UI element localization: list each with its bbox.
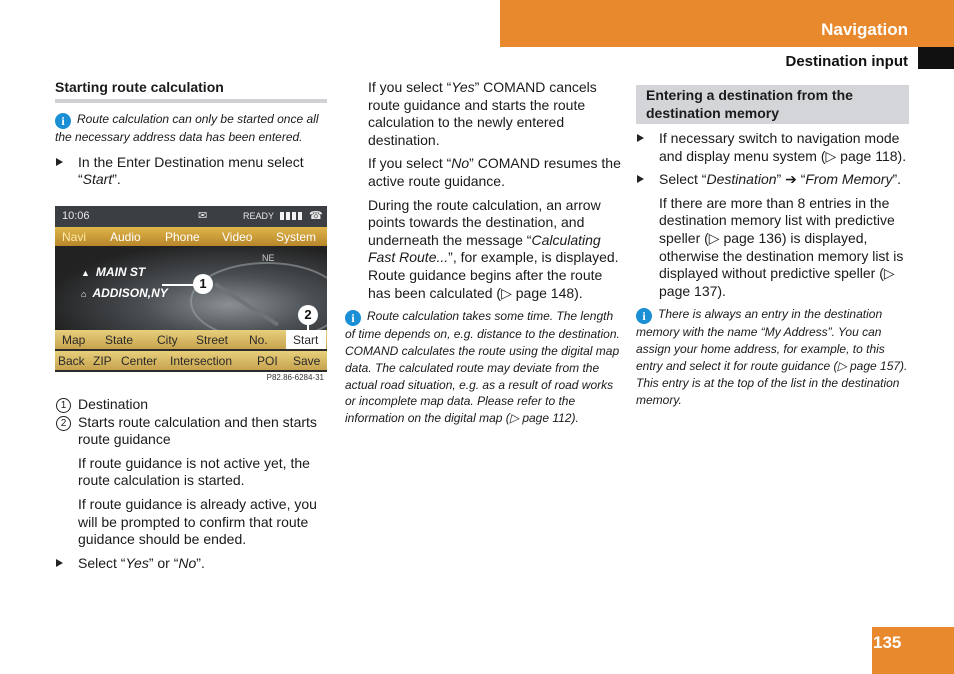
- menu-state[interactable]: State: [105, 332, 134, 347]
- page-number-tab: [872, 627, 954, 674]
- info-icon: i: [636, 308, 652, 324]
- para-already-active: If route guidance is already active, you will be prompted to confirm that route guidance should be ended.: [78, 495, 317, 548]
- para-during-calculation: During the route calculation, an arrow points towards the destination, and underneath the message “Calculating Fast Route...”, for example, is displayed.: [368, 196, 619, 266]
- compass-label: NE: [262, 252, 275, 263]
- callout-line-1: [162, 284, 195, 286]
- para-memory-entries: If there are more than 8 entries in the destination memory list with predictive speller (▷ page 136) is displayed, otherwise the destination memory list is displayed without predictive speller (▷ page 137).: [659, 194, 904, 299]
- legend-item-2: 2 Starts route calculation and then starts route guidance: [55, 414, 327, 449]
- heading-starting-route: Starting route calculation: [55, 79, 327, 103]
- tab-navi[interactable]: Navi: [62, 229, 87, 244]
- thumb-tab: [918, 47, 954, 69]
- tab-phone[interactable]: Phone: [165, 229, 200, 244]
- callout-2: 2: [298, 305, 318, 325]
- comand-screenshot: [55, 206, 327, 386]
- ready-status: READY: [243, 210, 275, 221]
- info-note-calc-time: i Route calculation takes some time. The length of time depends on, e.g. distance to the destination. COMAND calculates the route using the digital map data. The calculated route may deviate from the actual road situation, e.g. as a result of road works or incomplete map data. Please refer to the information on the digital map (▷ page 112).: [345, 309, 620, 426]
- info-note: i Route calculation can only be started once all the necessary address data has been entered.: [55, 112, 319, 144]
- info-icon: i: [55, 113, 71, 129]
- city-name: ⌂ ADDISON,NY: [81, 285, 168, 300]
- legend-item-1: 1 Destination: [55, 396, 327, 414]
- para-select-no: If you select “No” COMAND resumes the active route guidance.: [368, 155, 621, 189]
- street-name: ▲ MAIN ST: [81, 264, 146, 279]
- menu-street[interactable]: Street: [196, 332, 229, 347]
- status-bar: [55, 206, 327, 227]
- instruction-select-start: In the Enter Destination menu select “Start”.: [55, 154, 327, 189]
- menu-back[interactable]: Back: [58, 353, 85, 368]
- signal-icon: [280, 212, 304, 220]
- figure-code: P82.86-6284-31: [55, 372, 327, 386]
- para-not-active: If route guidance is not active yet, the route calculation is started.: [78, 454, 310, 489]
- instruction-switch-nav: If necessary switch to navigation mode and display menu system (▷ page 118).: [636, 130, 909, 165]
- tab-system[interactable]: System: [276, 229, 317, 244]
- info-icon: i: [345, 310, 361, 326]
- main-menu-tabs: [55, 227, 327, 246]
- page-number: 135: [873, 633, 902, 652]
- callout-1: 1: [193, 274, 213, 294]
- info-note-my-address: i There is always an entry in the destination memory with the name “My Address”. You can assign your home address, for example, to this entry and select it for route guidance (▷ page 157). This entry is at the top of the list in the destination memory.: [636, 307, 908, 407]
- menu-city[interactable]: City: [157, 332, 178, 347]
- menu-zip[interactable]: ZIP: [93, 353, 112, 368]
- tab-audio[interactable]: Audio: [110, 229, 141, 244]
- map-view: [55, 246, 327, 330]
- column-2: [345, 79, 622, 427]
- clock: 10:06: [62, 209, 90, 222]
- menu-map[interactable]: Map: [62, 332, 86, 347]
- heading-destination-memory: Entering a destination from the destination memory: [636, 85, 909, 124]
- menu-start[interactable]: Start: [286, 330, 326, 349]
- destination-menu-row-2: [55, 351, 327, 370]
- column-1: [55, 79, 327, 572]
- menu-intersection[interactable]: Intersection: [170, 353, 233, 368]
- menu-poi[interactable]: POI: [257, 353, 278, 368]
- instruction-select-from-memory: Select “Destination” ➔ “From Memory”.: [636, 171, 909, 189]
- section-header: [500, 0, 954, 47]
- section-title: Navigation: [821, 20, 908, 39]
- envelope-icon: ✉: [198, 209, 208, 222]
- para-select-yes: If you select “Yes” COMAND cancels route guidance and starts the route calculation to the newly entered destination.: [368, 79, 597, 148]
- phone-icon: ☎: [309, 209, 323, 222]
- subsection-title: Destination input: [785, 53, 908, 70]
- column-3: [636, 85, 909, 408]
- menu-number[interactable]: No.: [249, 332, 268, 347]
- destination-menu-row-1: [55, 330, 327, 349]
- menu-center[interactable]: Center: [121, 353, 158, 368]
- menu-save[interactable]: Save: [293, 353, 321, 368]
- tab-video[interactable]: Video: [222, 229, 253, 244]
- instruction-select-yes-no: Select “Yes” or “No”.: [55, 555, 327, 573]
- para-guidance-begins: Route guidance begins after the route has been calculated (▷ page 148).: [368, 266, 603, 301]
